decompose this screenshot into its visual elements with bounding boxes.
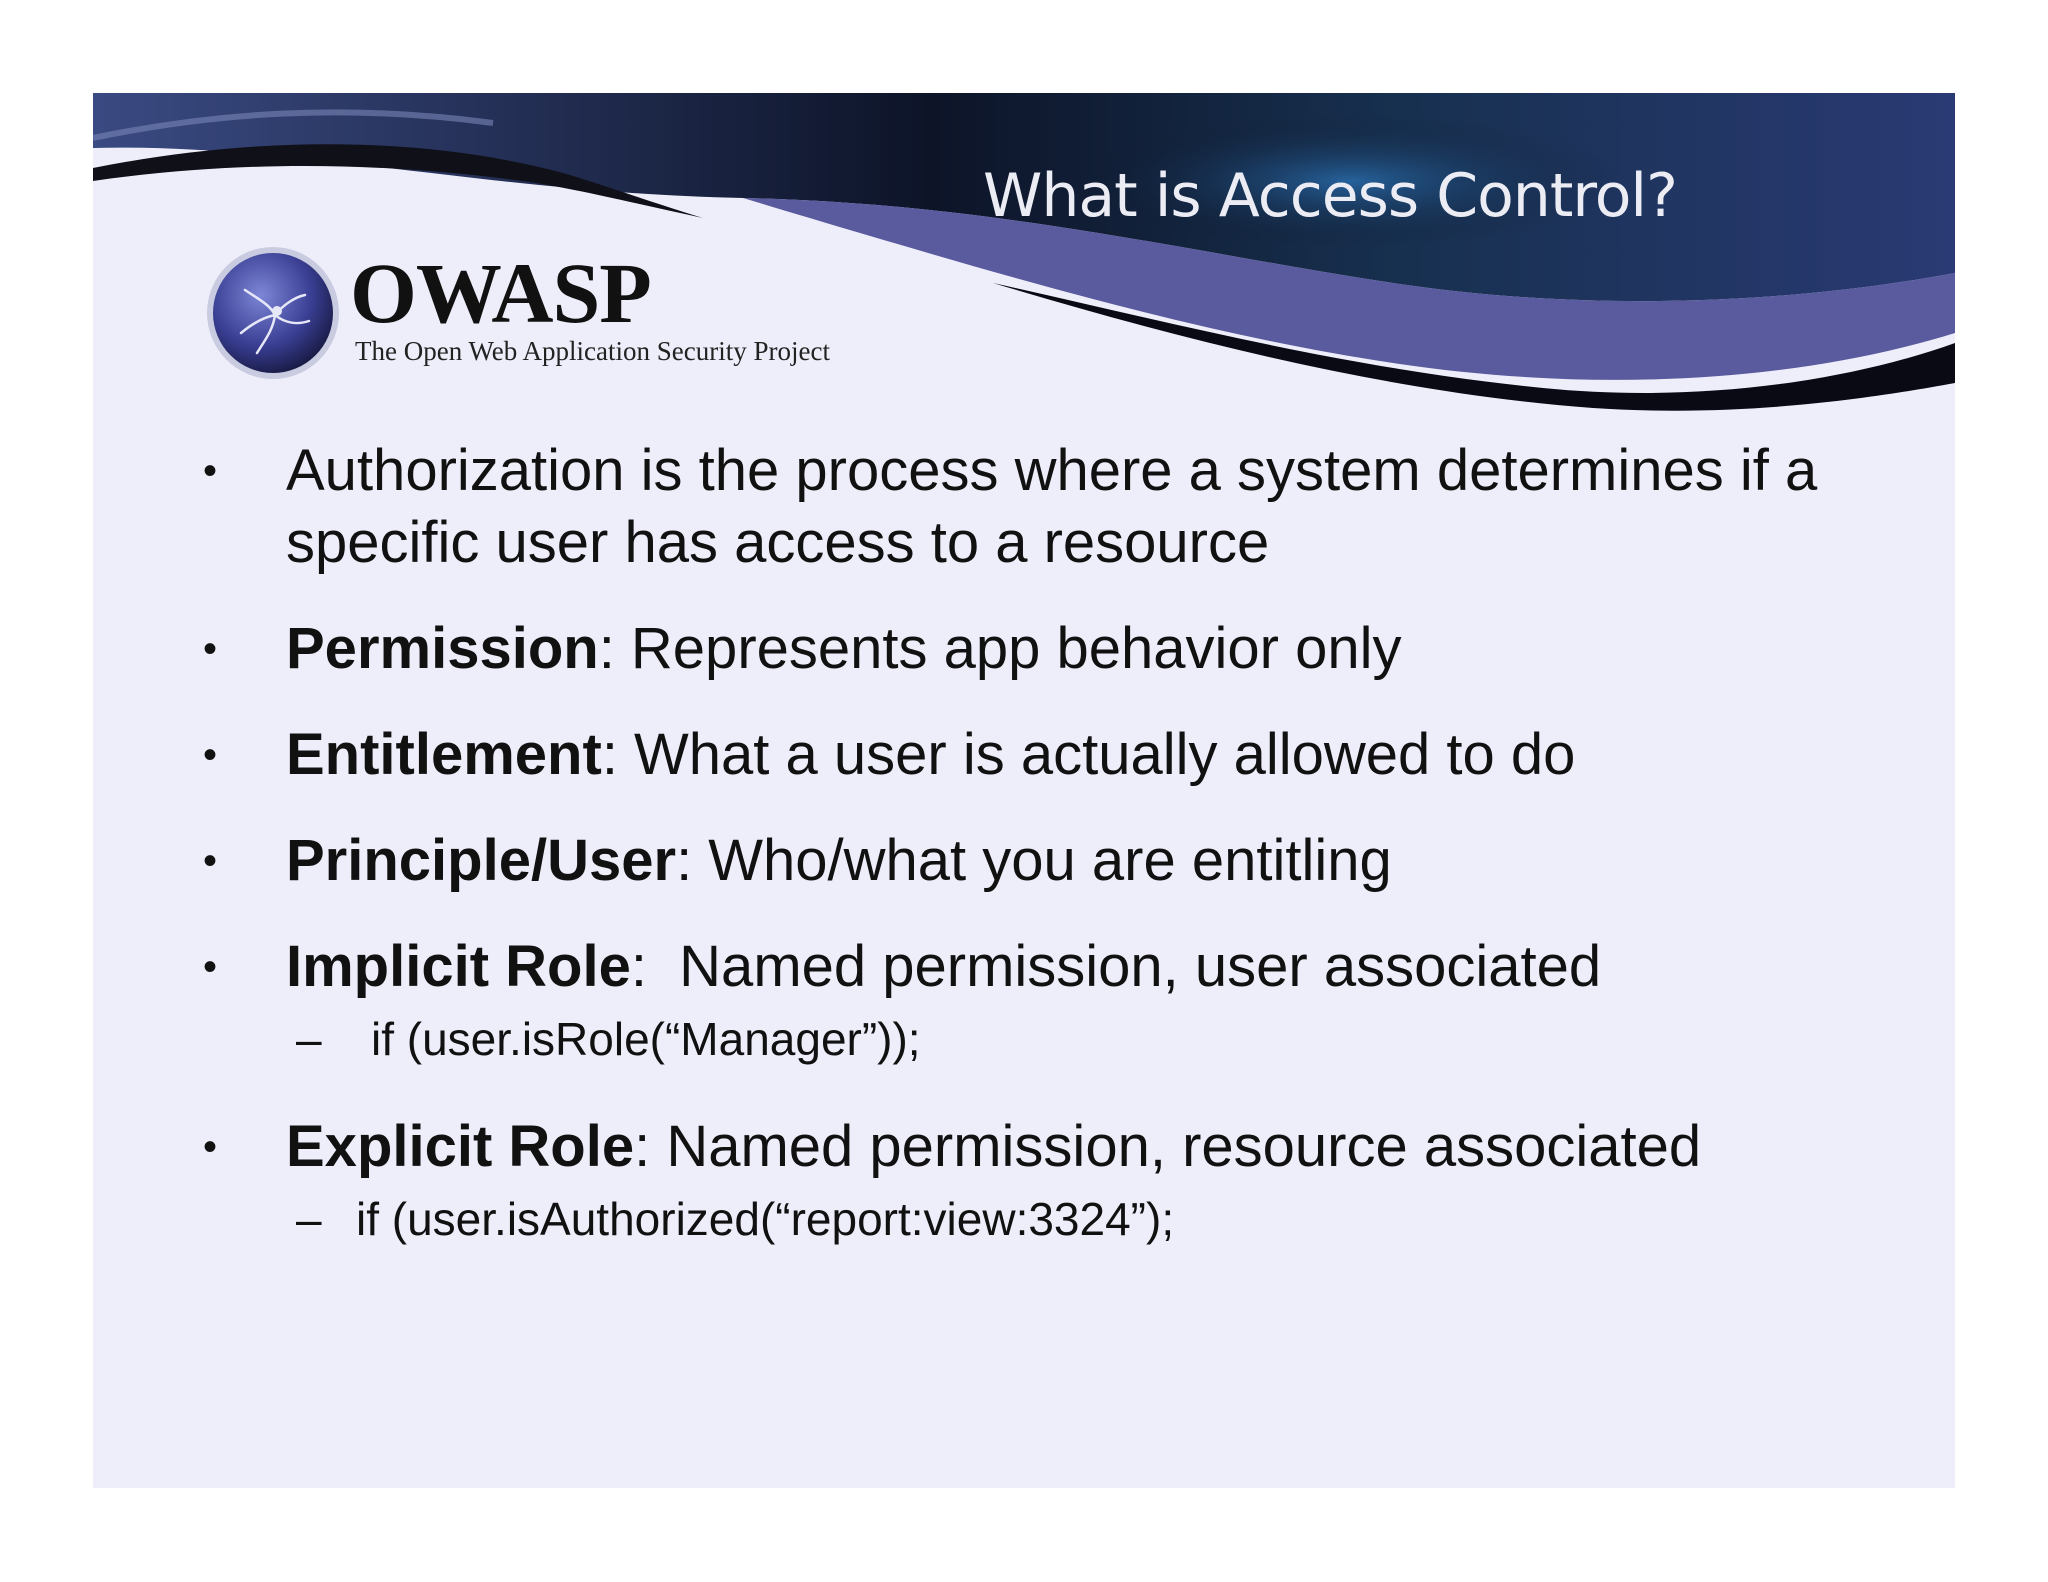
bullet-marker: •: [203, 839, 218, 883]
code-snippet: if (user.isRole(“Manager”));: [371, 1013, 921, 1065]
owasp-wordmark: OWASP: [350, 245, 651, 341]
bullet-term: Explicit Role: [286, 1114, 635, 1179]
bullet-marker: •: [203, 449, 218, 493]
bullet-marker: •: [203, 945, 218, 989]
bullet-term: Implicit Role: [286, 934, 631, 999]
bullet-marker: •: [203, 627, 218, 671]
bullet-description: : Named permission, resource associated: [634, 1114, 1702, 1179]
bullet-term: Entitlement: [286, 722, 602, 787]
bullet-text: [286, 825, 1846, 897]
bullet-marker: •: [203, 1125, 218, 1169]
bullet-term: Permission: [286, 616, 599, 681]
bullet-term: Principle/User: [286, 828, 677, 893]
owasp-tagline: The Open Web Application Security Project: [355, 336, 830, 366]
bullet-marker: •: [203, 733, 218, 777]
sub-bullet-dash: –: [296, 1193, 322, 1245]
bullet-text: [286, 931, 1846, 1003]
slide: [93, 93, 1955, 1488]
sub-bullet-dash: –: [296, 1013, 322, 1065]
bullet-text: [286, 1111, 1846, 1183]
bullet-description: : Represents app behavior only: [598, 616, 1402, 681]
code-snippet: if (user.isAuthorized(“report:view:3324”);: [356, 1193, 1175, 1245]
bullet-description: : What a user is actually allowed to do: [601, 722, 1576, 787]
bullet-text: [286, 613, 1846, 685]
bullet-description: : Named permission, user associated: [630, 934, 1602, 999]
bullet-list: [93, 93, 1955, 1488]
bullet-text: [286, 719, 1846, 791]
bullet-description: : Who/what you are entitling: [676, 828, 1392, 893]
slide-title: What is Access Control?: [983, 161, 1677, 231]
bullet-text: Authorization is the process where a system determines if a specific user has access to a resource: [286, 438, 1818, 575]
